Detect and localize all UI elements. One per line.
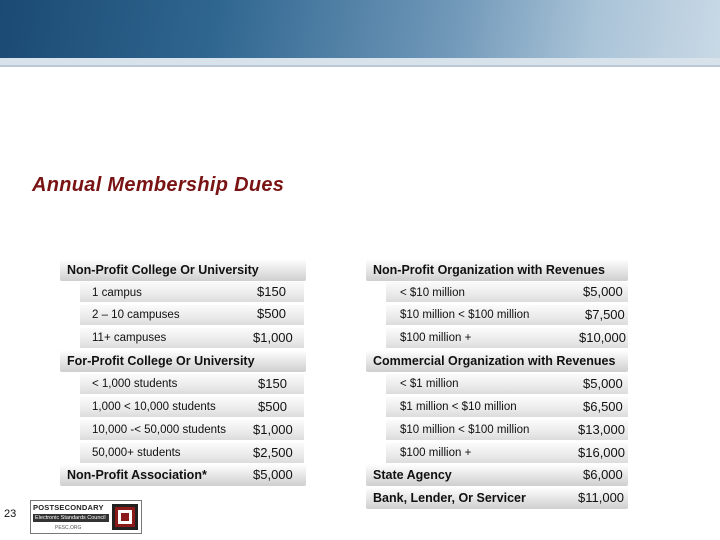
npo-row-2-label: $10 million < $100 million — [400, 309, 530, 321]
state-agency-value: $6,000 — [583, 467, 623, 482]
npu-header: Non-Profit College Or University — [60, 259, 306, 281]
co-row-4-value: $16,000 — [578, 445, 625, 460]
fpu-row-4-value: $2,500 — [253, 445, 293, 460]
state-agency-label: State Agency — [373, 468, 452, 482]
co-row-4-label: $100 million + — [400, 447, 472, 459]
co-row-3-label: $10 million < $100 million — [400, 424, 530, 436]
npu-row-2-value: $500 — [257, 306, 286, 321]
fpu-row-4-label: 50,000+ students — [92, 447, 181, 459]
logo-middle-text: Electronic Standards Council — [33, 514, 109, 522]
page-number: 23 — [4, 508, 17, 520]
fpu-row-1-label: < 1,000 students — [92, 378, 178, 390]
logo-bottom-text: PESC.ORG — [55, 525, 82, 531]
npo-header: Non-Profit Organization with Revenues — [366, 259, 628, 281]
fpu-row-3-label: 10,000 -< 50,000 students — [92, 424, 226, 436]
fpu-row-2-value: $500 — [258, 399, 287, 414]
header-banner — [0, 0, 720, 58]
logo-top-text: POSTSECONDARY — [33, 503, 104, 512]
npu-row-2-label: 2 – 10 campuses — [92, 309, 180, 321]
fpu-row-3-value: $1,000 — [253, 422, 293, 437]
co-row-2-value: $6,500 — [583, 399, 623, 414]
fpu-header: For-Profit College Or University — [60, 350, 306, 372]
logo-square-icon — [112, 504, 138, 530]
co-row-1-label: < $1 million — [400, 378, 459, 390]
fpu-row-1-value: $150 — [258, 376, 287, 391]
npu-row-3-label: 11+ campuses — [92, 332, 167, 344]
banner-divider — [0, 58, 720, 65]
page-title: Annual Membership Dues — [32, 174, 285, 196]
co-row-1-value: $5,000 — [583, 376, 623, 391]
bank-label: Bank, Lender, Or Servicer — [373, 491, 526, 505]
npa-value: $5,000 — [253, 467, 293, 482]
npu-row-3-value: $1,000 — [253, 330, 293, 345]
npo-row-2-value: $7,500 — [585, 307, 625, 322]
npo-row-3-label: $100 million + — [400, 332, 472, 344]
npo-row-1-value: $5,000 — [583, 284, 623, 299]
pesc-logo — [30, 500, 142, 534]
co-row-2-label: $1 million < $10 million — [400, 401, 517, 413]
npo-row-3-value: $10,000 — [579, 330, 626, 345]
co-header: Commercial Organization with Revenues — [366, 350, 628, 372]
npu-row-1-label: 1 campus — [92, 287, 142, 299]
banner-divider-thin — [0, 65, 720, 67]
fpu-row-2-label: 1,000 < 10,000 students — [92, 401, 216, 413]
bank-value: $11,000 — [578, 490, 625, 505]
co-row-3-value: $13,000 — [578, 422, 625, 437]
npu-row-1-value: $150 — [257, 284, 286, 299]
npa-label: Non-Profit Association* — [67, 468, 207, 482]
npo-row-1-label: < $10 million — [400, 287, 465, 299]
